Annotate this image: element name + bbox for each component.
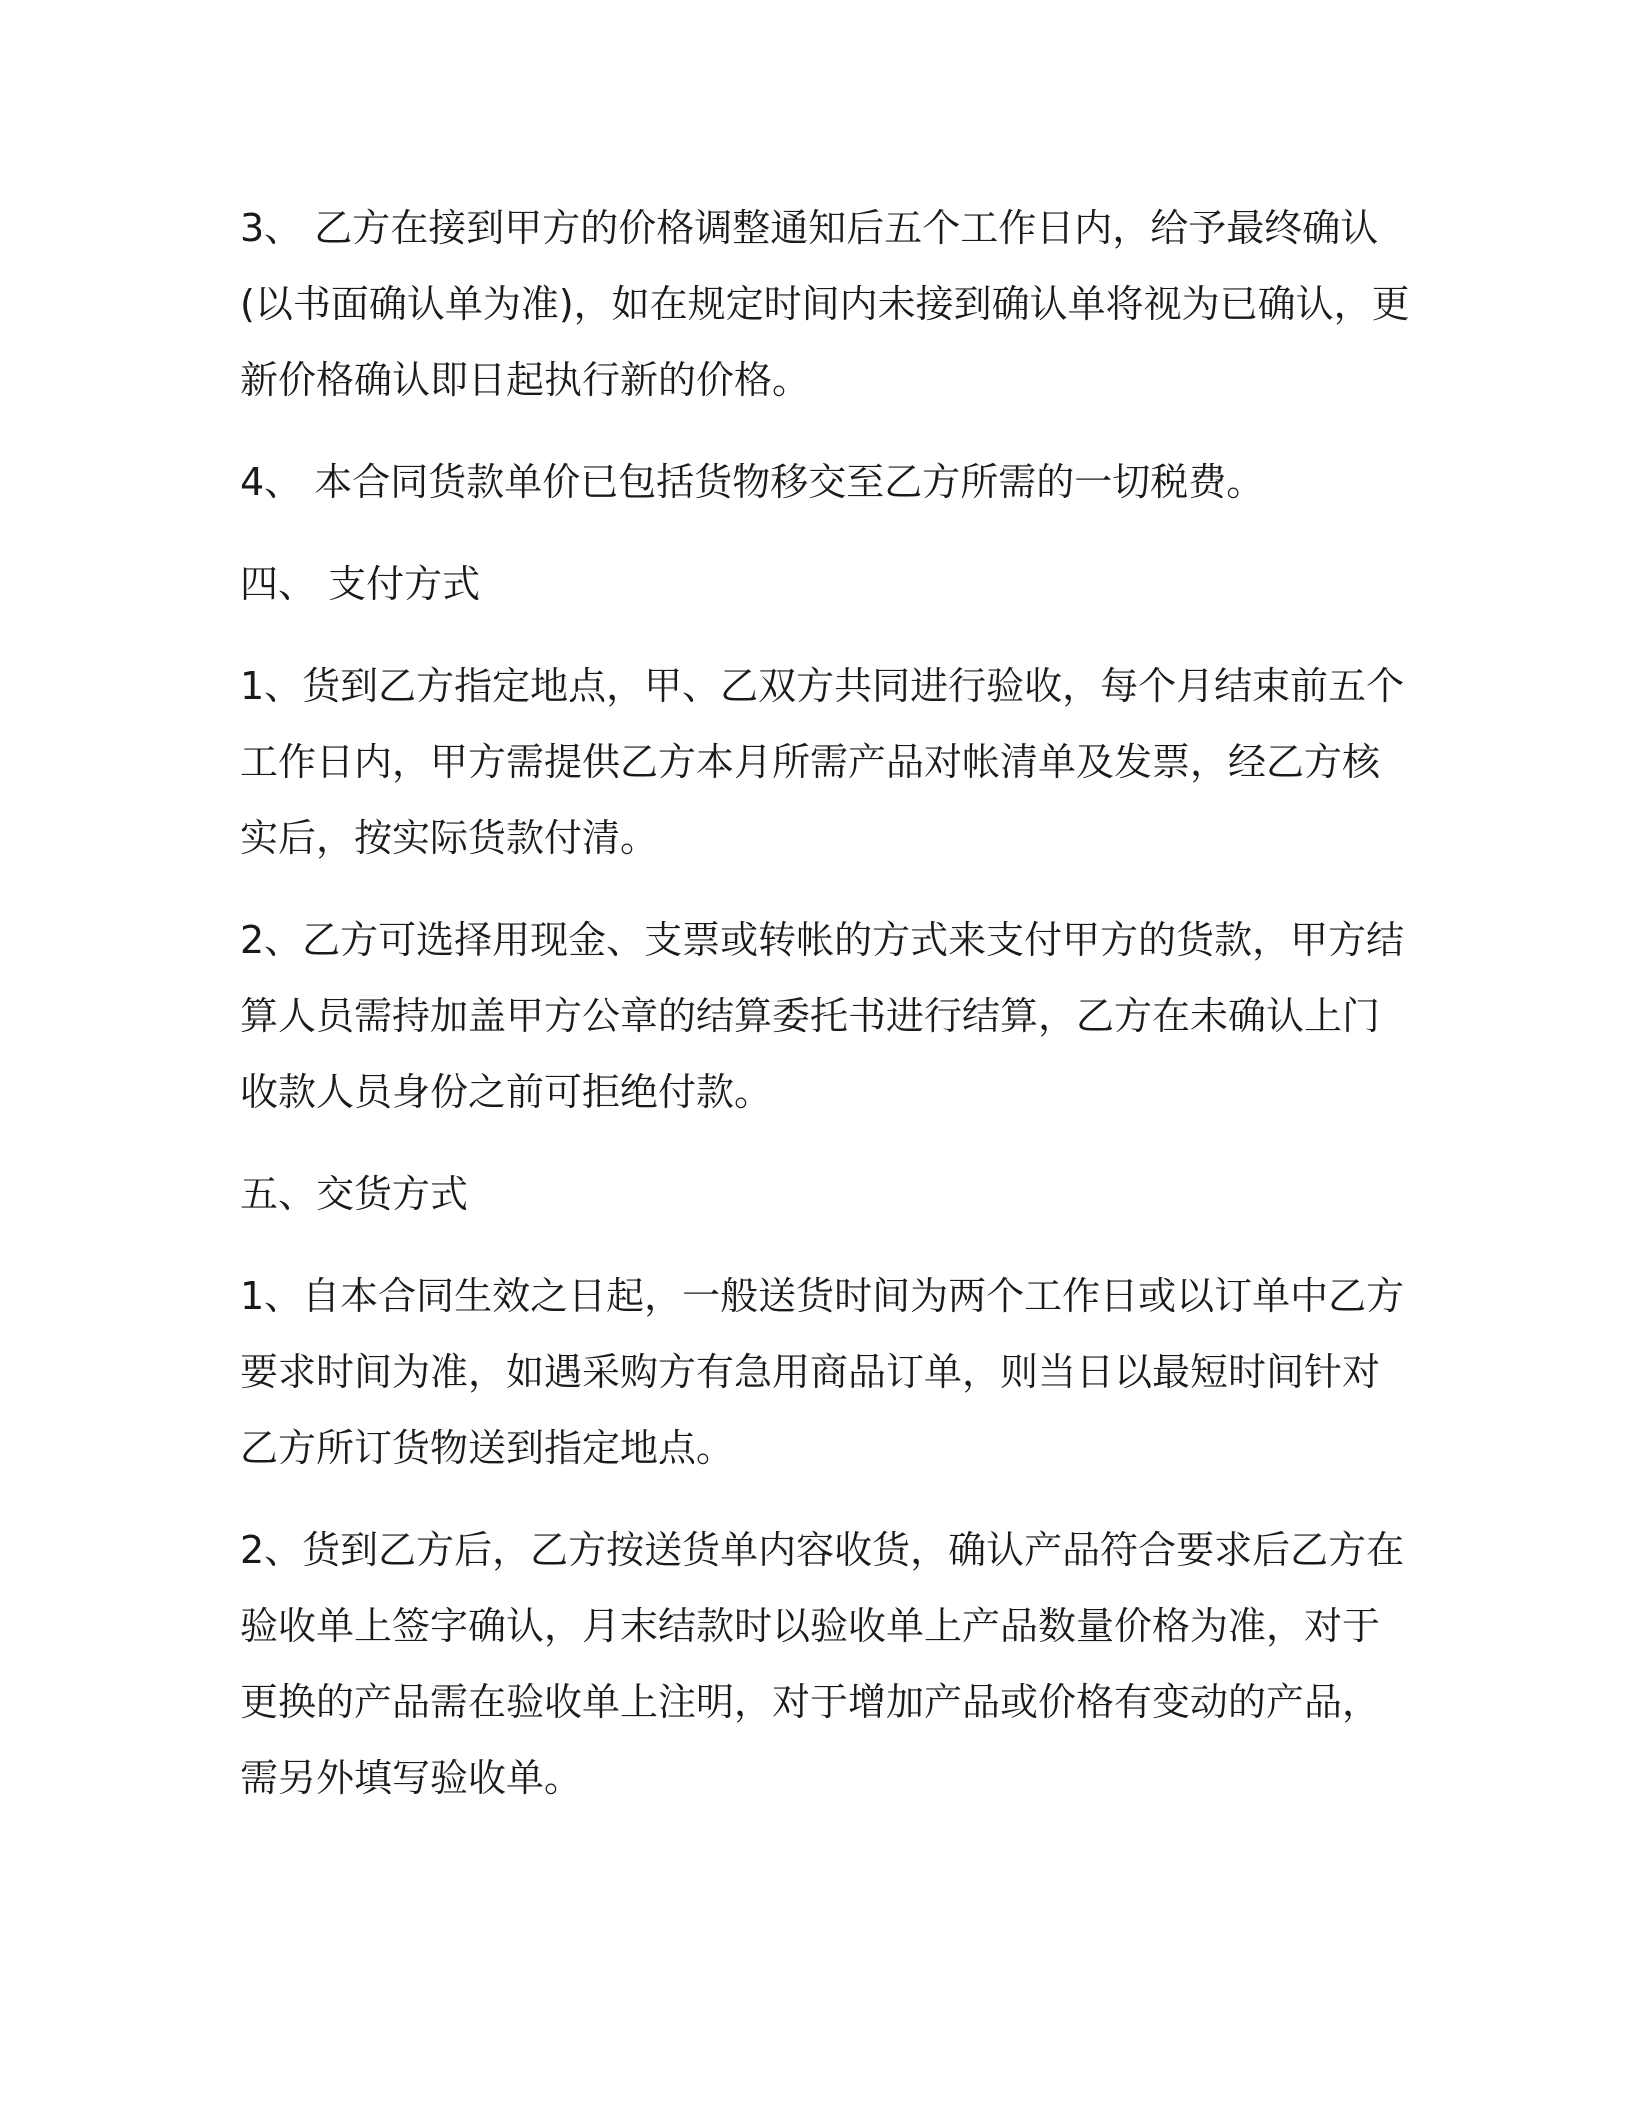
text-line: 需另外填写验收单。 [240, 1756, 583, 1800]
text-line: 新价格确认即日起执行新的价格。 [240, 358, 811, 402]
text-line: 算人员需持加盖甲方公章的结算委托书进行结算，乙方在未确认上门 [240, 994, 1381, 1038]
section-heading: 五、交货方式 [240, 1172, 469, 1216]
text-line: 4、 本合同货款单价已包括货物移交至乙方所需的一切税费。 [240, 460, 1265, 504]
document-page [240, 190, 1410, 1816]
section-heading-delivery [240, 1156, 1390, 1232]
text-line: 收款人员身份之前可拒绝付款。 [240, 1070, 773, 1114]
clause-5-1 [240, 1258, 1405, 1486]
text-line: 2、乙方可选择用现金、支票或转帐的方式来支付甲方的货款，甲方结 [240, 918, 1405, 962]
text-line: (以书面确认单为准)，如在规定时间内未接到确认单将视为已确认，更 [240, 282, 1410, 326]
section-heading-payment [240, 546, 1390, 622]
section-heading: 四、 支付方式 [240, 562, 481, 606]
text-line: 1、自本合同生效之日起，一般送货时间为两个工作日或以订单中乙方 [240, 1274, 1405, 1318]
text-line: 验收单上签字确认，月末结款时以验收单上产品数量价格为准，对于 [240, 1604, 1381, 1648]
text-line: 工作日内，甲方需提供乙方本月所需产品对帐清单及发票，经乙方核 [240, 740, 1381, 784]
text-line: 乙方所订货物送到指定地点。 [240, 1426, 735, 1470]
text-line: 实后，按实际货款付清。 [240, 816, 659, 860]
text-line: 更换的产品需在验收单上注明，对于增加产品或价格有变动的产品， [240, 1680, 1381, 1724]
clause-4-2 [240, 902, 1405, 1130]
clause-3-3 [240, 190, 1410, 418]
clause-4-1 [240, 648, 1405, 876]
text-line: 2、货到乙方后，乙方按送货单内容收货，确认产品符合要求后乙方在 [240, 1528, 1405, 1572]
text-line: 3、 乙方在接到甲方的价格调整通知后五个工作日内，给予最终确认 [240, 206, 1379, 250]
clause-3-4 [240, 444, 1390, 520]
text-line: 要求时间为准，如遇采购方有急用商品订单，则当日以最短时间针对 [240, 1350, 1381, 1394]
clause-5-2 [240, 1512, 1405, 1816]
text-line: 1、货到乙方指定地点，甲、乙双方共同进行验收，每个月结束前五个 [240, 664, 1405, 708]
